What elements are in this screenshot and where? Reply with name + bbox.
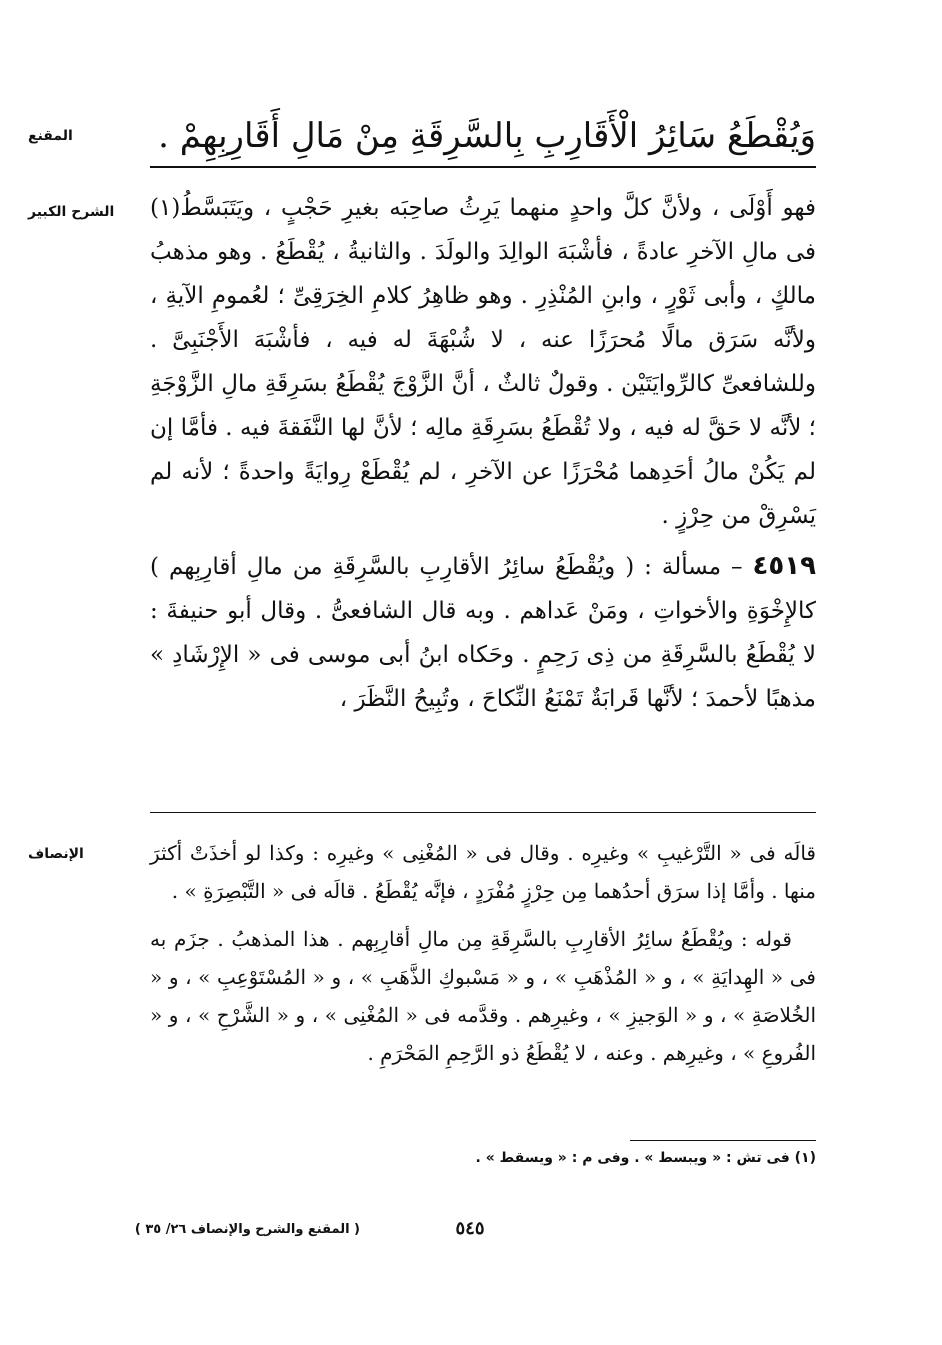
section-rule — [150, 812, 816, 813]
page-number: ٥٤٥ — [455, 1218, 485, 1239]
insaf-paragraph: قالَه فى « التَّرْغيبِ » وغيرِه . وقال فى « المُغْنِى » وغيرِه : وكذا لو أخذَتْ أكثرَ منها . وأمَّا إذا سرَق أحدُهما مِن حِرْزٍ مُفْرَدٍ ، فإنَّه يُقْطَعُ . قالَه فى « التَّبْصِرَةِ » . — [150, 841, 816, 903]
volume-reference: ( المقنع والشرح والإنصاف ٢٦/ ٣٥ ) — [134, 1222, 360, 1237]
sharh-section — [150, 186, 816, 721]
title-rule — [150, 166, 816, 168]
footnote: (١) فى تش : « ويبسط » . وفى م : « ويسقط » . — [475, 1150, 816, 1166]
footnote-rule — [630, 1140, 816, 1141]
margin-label-sharh: الشرح الكبير — [28, 204, 115, 220]
insaf-section — [150, 834, 816, 1072]
issue-text: – مسألة : ( ويُقْطَعُ سائِرُ الأقارِبِ بالسَّرِقَةِ من مالِ أقارِبِهم ) كالإِخْوَةِ والأخواتِ ، ومَنْ عَداهم . وبه قال الشافعىُّ . وقال أبو حنيفةَ : لا يُقْطَعُ بالسَّرِقَةِ من ذِى رَحِمٍ . وحَكاه ابنُ أبى موسى فى « الإِرْشَادِ » مذهبًا لأحمدَ ؛ لأنَّها قَرابَةٌ تَمْنَعُ النِّكاحَ ، وتُبِيحُ النَّظَرَ ، — [150, 554, 817, 712]
muqni-text: وَيُقْطَعُ سَائِرُ الْأَقَارِبِ بِالسَّرِقَةِ مِنْ مَالِ أَقَارِبِهِمْ . — [158, 116, 816, 156]
sharh-issue-paragraph — [150, 544, 816, 721]
margin-label-muqni: المقنع — [28, 128, 73, 144]
sharh-paragraph: فهو أَوْلَى ، ولأنَّ كلَّ واحدٍ منهما يَرِثُ صاحِبَه بغيرِ حَجْبٍ ، ويَتَبَسَّطُ(١) فى مالِ الآخرِ عادةً ، فأشْبَهَ الوالِدَ والولَدَ . والثانيةُ ، يُقْطَعُ . وهو مذهبُ مالكٍ ، وأبى ثَوْرٍ ، وابنِ المُنْذِرِ . وهو ظاهِرُ كلامِ الخِرَقِىِّ ؛ لعُمومِ الآيةِ ، ولأنَّه سَرَق مالًا مُحرَزًا عنه ، لا شُبْهَةَ له فيه ، فأشْبَهَ الأَجْنَبِىَّ . وللشافعىِّ كالرِّوايَتَيْن . وقولٌ ثالثٌ ، أنَّ الزَّوْجَ يُقْطَعُ بسَرِقَةِ مالِ الزَّوْجَةِ ؛ لأنَّه لا حَقَّ له فيه ، ولا تُقْطَعُ بسَرِقَةِ مالِه ؛ لأنَّ لها النَّفَقةَ فيه . فأمَّا إن لم يَكُنْ مالُ أحَدِهما مُحْرَزًا عن الآخرِ ، لم يُقْطَعْ رِوايَةً واحدةً ؛ لأنه لم يَسْرِقْ من حِرْزٍ . — [150, 195, 816, 529]
margin-label-insaf: الإنصاف — [28, 846, 84, 862]
issue-number: ٤٥١٩ — [752, 551, 816, 581]
insaf-paragraph: قوله : ويُقْطَعُ سائِرُ الأقارِبِ بالسَّرِقَةِ مِن مالِ أقارِبِهم . هذا المذهبُ . جزَم به فى « الهِدايَةِ » ، و « المُذْهَبِ » ، و « مَسْبوكِ الذَّهَبِ » ، و « المُسْتَوْعِبِ » ، و « الخُلاصَةِ » ، و « الوَجيزِ » ، وغيرِهم . وقدَّمه فى « المُغْنِى » ، و « الشَّرْحِ » ، و « الفُروعِ » ، وغيرِهم . وعنه ، لا يُقْطَعُ ذو الرَّحِمِ المَحْرَمِ . — [150, 927, 817, 1065]
